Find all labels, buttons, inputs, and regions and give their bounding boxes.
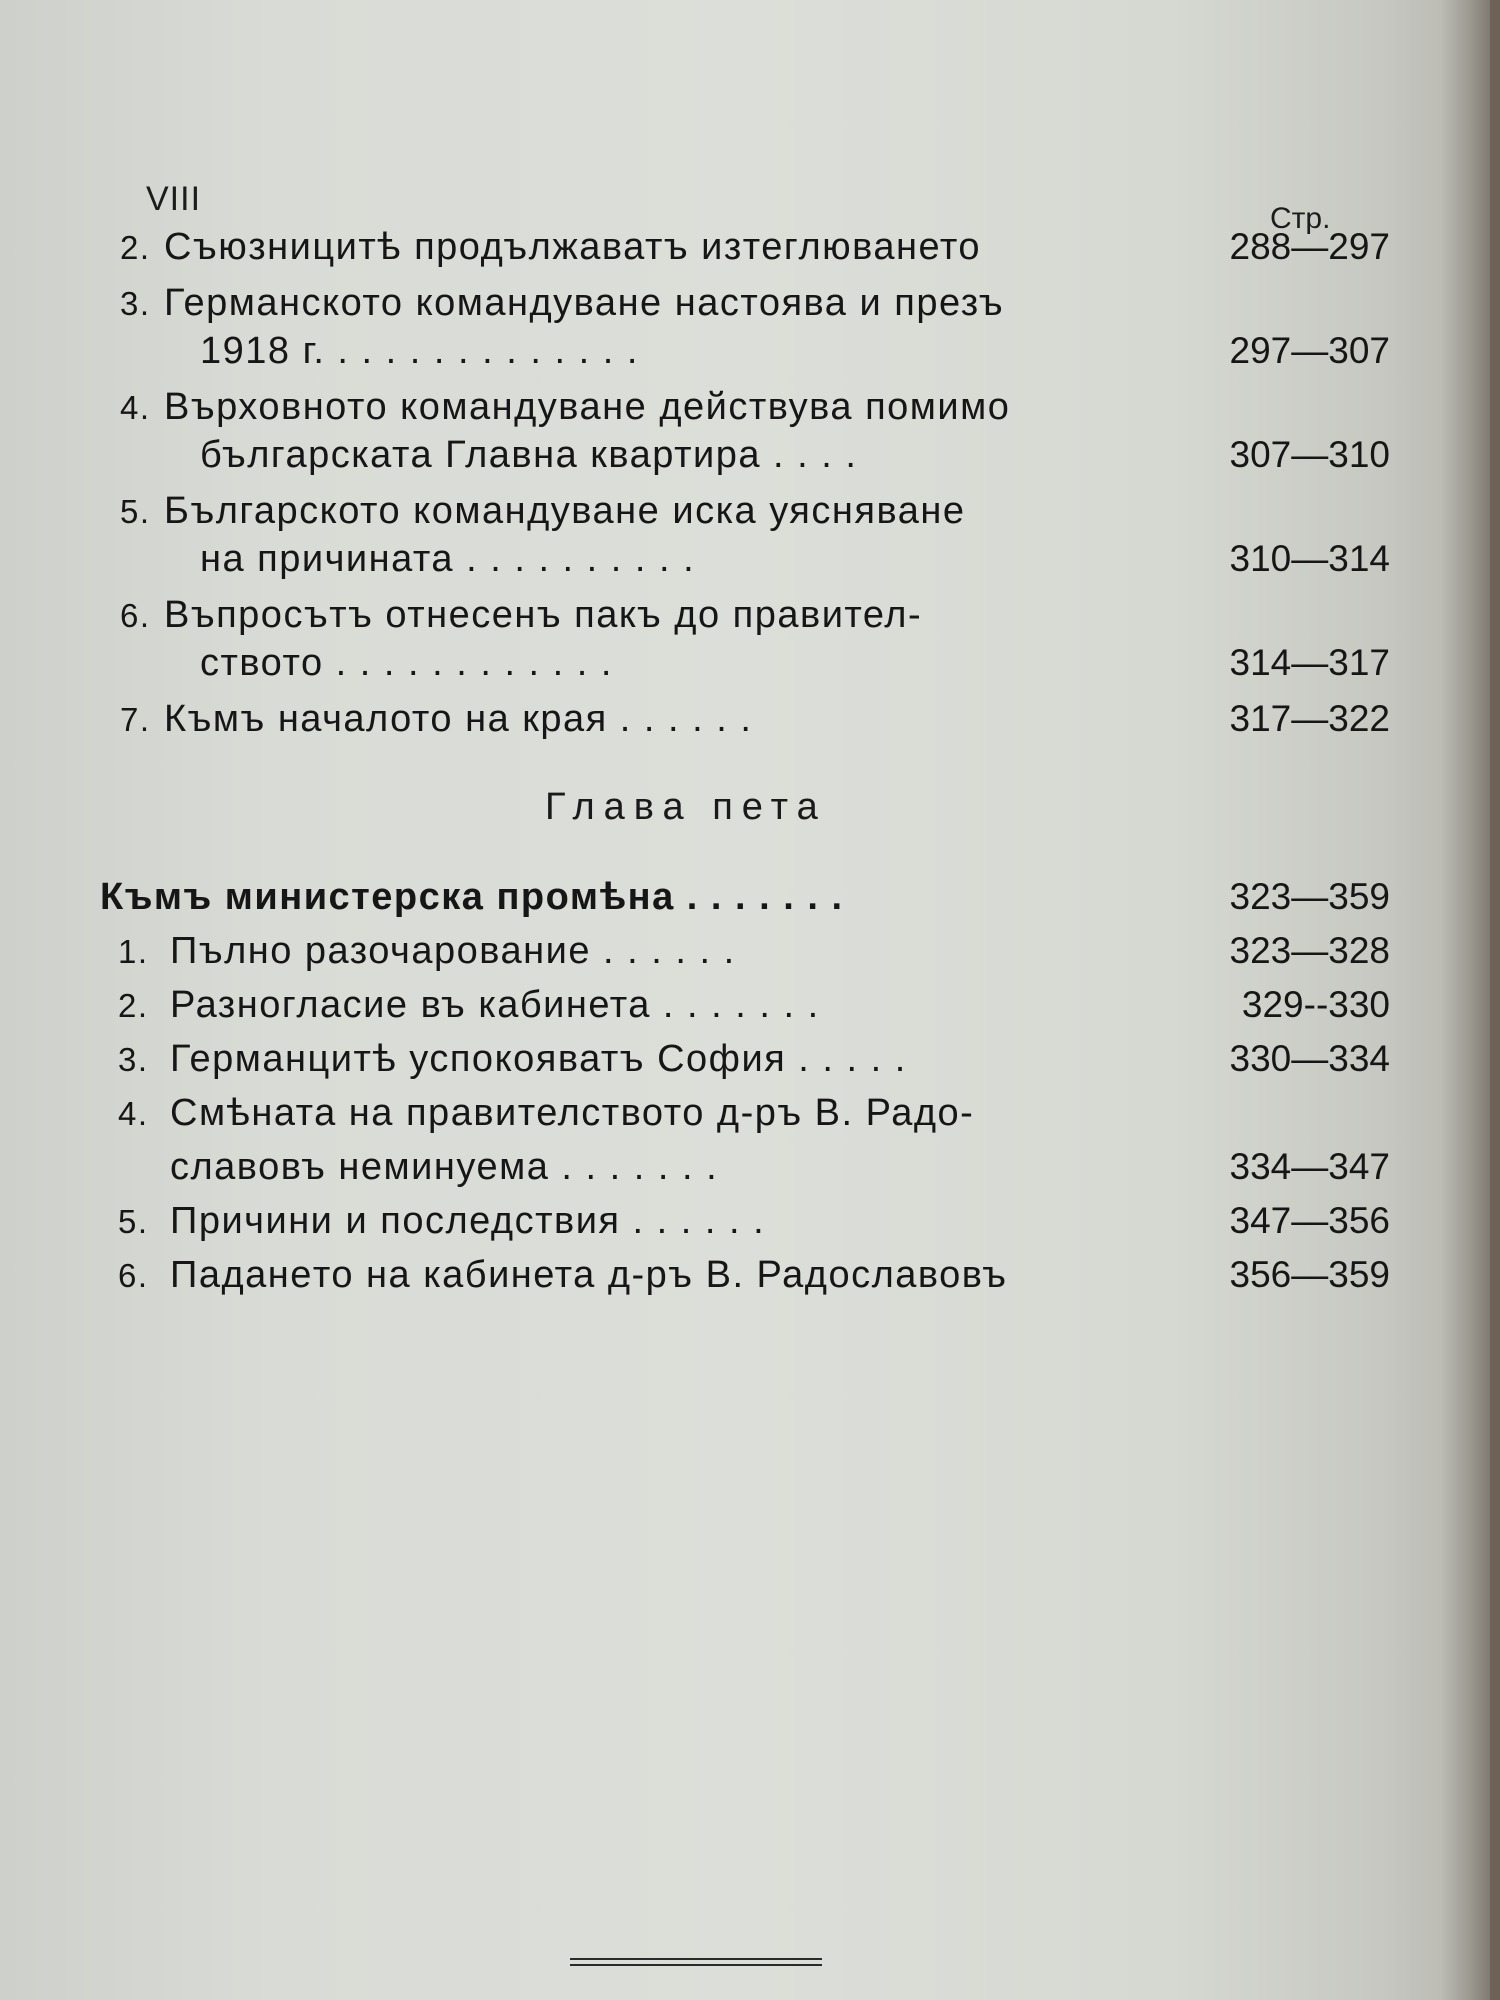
- end-double-rule: [570, 1958, 822, 1968]
- toc-entry: [100, 1254, 1390, 1308]
- entry-title-continuation: 1918 г. . . . . . . . . . . . . .: [200, 330, 639, 372]
- entry-number: 3.: [118, 1041, 149, 1078]
- entry-pages: 329--330: [1241, 984, 1390, 1025]
- entry-pages: 347—356: [1229, 1200, 1390, 1241]
- entry-pages: 288—297: [1229, 226, 1390, 267]
- chapter-heading: Глава пета: [545, 786, 827, 828]
- entry-title-continuation: славовъ неминуема . . . . . . .: [170, 1146, 719, 1188]
- entry-title: Къмъ началото на края . . . . . .: [164, 698, 753, 740]
- entry-pages: 334—347: [1229, 1146, 1390, 1187]
- entry-number: 1.: [118, 933, 149, 970]
- entry-pages: 356—359: [1229, 1254, 1390, 1295]
- entry-title: Българското командуване иска уясняване: [164, 490, 966, 532]
- toc-entry: [120, 698, 1390, 754]
- entry-title-continuation: на причината . . . . . . . . . .: [200, 538, 696, 580]
- entry-title-continuation: ството . . . . . . . . . . . .: [200, 642, 613, 684]
- toc-section-a: [120, 226, 1390, 754]
- entry-title: Върховното командуване действува помимо: [164, 386, 1011, 428]
- rule-line: [570, 1964, 822, 1966]
- entry-pages: 330—334: [1229, 1038, 1390, 1079]
- toc-entry: [100, 1038, 1390, 1092]
- entry-number: 4.: [118, 1095, 149, 1132]
- entry-pages: 297—307: [1229, 330, 1390, 371]
- chapter-title: Къмъ министерска промѣна . . . . . . .: [100, 876, 844, 918]
- entry-title: Германското командуване настоява и презъ: [164, 282, 1005, 324]
- entry-number: 2.: [118, 987, 149, 1024]
- toc-section-b: [100, 876, 1390, 1308]
- toc-entry: [120, 594, 1390, 698]
- entry-pages: 310—314: [1229, 538, 1390, 579]
- entry-title: Съюзницитѣ продължаватъ изтеглюването: [164, 226, 981, 268]
- entry-title-continuation: българската Главна квартира . . . .: [200, 434, 858, 476]
- entry-pages: 323—328: [1229, 930, 1390, 971]
- entry-title: Германцитѣ успокояватъ София . . . . .: [170, 1038, 907, 1080]
- entry-pages: 317—322: [1229, 698, 1390, 739]
- rule-line: [570, 1958, 822, 1960]
- toc-entry: [120, 226, 1390, 282]
- entry-title: Паданeто на кабинета д-ръ В. Радославовъ: [170, 1254, 1008, 1296]
- toc-entry: [120, 282, 1390, 386]
- entry-title: Причини и последствия . . . . . .: [170, 1200, 766, 1242]
- entry-pages: 307—310: [1229, 434, 1390, 475]
- entry-title: Разногласие въ кабинета . . . . . . .: [170, 984, 820, 1026]
- entry-number: 7.: [120, 701, 151, 738]
- pages-column-header: Стр.: [1270, 202, 1331, 235]
- entry-number: 3.: [120, 285, 151, 322]
- toc-entry: [100, 984, 1390, 1038]
- toc-entry: [120, 386, 1390, 490]
- toc-entry: [100, 1092, 1390, 1200]
- entry-number: 2.: [120, 229, 151, 266]
- entry-number: 6.: [118, 1257, 149, 1294]
- toc-entry: [100, 876, 1390, 930]
- page-number: VIII: [146, 180, 202, 218]
- entry-title: Смѣната на правителството д-ръ В. Радо-: [170, 1092, 975, 1134]
- entry-number: 4.: [120, 389, 151, 426]
- entry-title: Въпросътъ отнесенъ пакъ до правител-: [164, 594, 923, 636]
- entry-pages: 323—359: [1229, 876, 1390, 917]
- entry-number: 6.: [120, 597, 151, 634]
- entry-number: 5.: [120, 493, 151, 530]
- toc-entry: [100, 930, 1390, 984]
- entry-number: 5.: [118, 1203, 149, 1240]
- entry-title: Пълно разочарование . . . . . .: [170, 930, 736, 972]
- toc-entry: [100, 1200, 1390, 1254]
- toc-entry: [120, 490, 1390, 594]
- entry-pages: 314—317: [1229, 642, 1390, 683]
- spine-edge: [1490, 0, 1500, 2000]
